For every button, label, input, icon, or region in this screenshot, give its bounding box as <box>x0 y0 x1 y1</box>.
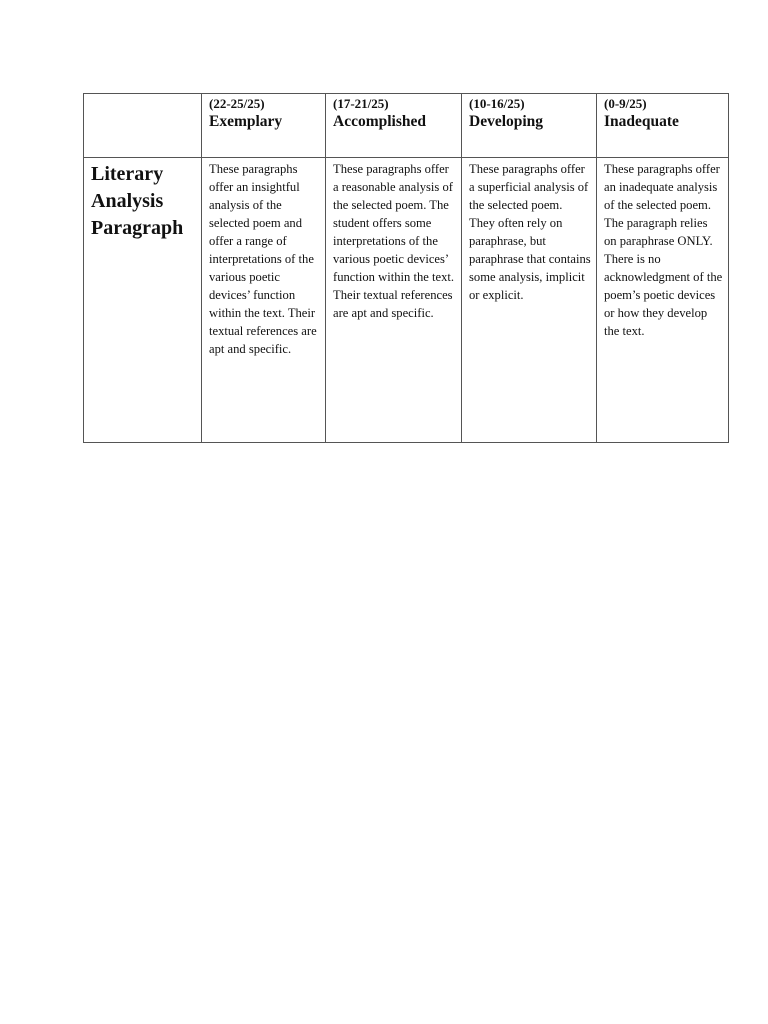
header-cell-exemplary <box>202 94 326 158</box>
level-range: (22-25/25) <box>209 96 265 111</box>
header-empty-cell <box>84 94 202 158</box>
criterion-cell <box>84 158 202 443</box>
criterion-label: Literary Analysis Paragraph <box>91 163 184 239</box>
header-cell-developing <box>462 94 597 158</box>
header-cell-accomplished <box>326 94 462 158</box>
rubric-criterion-row <box>84 158 729 443</box>
level-name: Exemplary <box>209 113 283 130</box>
level-description: These paragraphs offer an insightful analysis of the selected poem and offer a range of interpretations of the various poetic devices’ function within the text. Their textual references are apt and specific. <box>209 162 317 356</box>
rubric-header-row <box>84 94 729 158</box>
description-cell-developing <box>462 158 597 443</box>
level-name: Accomplished <box>333 113 426 130</box>
description-cell-inadequate <box>597 158 729 443</box>
description-cell-exemplary <box>202 158 326 443</box>
level-range: (17-21/25) <box>333 96 389 111</box>
header-cell-inadequate <box>597 94 729 158</box>
level-description: These paragraphs offer an inadequate analysis of the selected poem. The paragraph relies on paraphrase ONLY. There is no acknowledgment of the poem’s poetic devices or how they develop the text. <box>604 162 723 338</box>
level-name: Developing <box>469 113 544 130</box>
level-name: Inadequate <box>604 113 679 130</box>
level-description: These paragraphs offer a reasonable analysis of the selected poem. The student offers some interpretations of the various poetic devices’ function within the text. Their textual references are apt and specific. <box>333 162 455 320</box>
rubric-table <box>83 93 729 443</box>
level-range: (0-9/25) <box>604 96 647 111</box>
level-range: (10-16/25) <box>469 96 525 111</box>
level-description: These paragraphs offer a superficial analysis of the selected poem. They often rely on paraphrase, but paraphrase that contains some analysis, implicit or explicit. <box>469 162 591 302</box>
description-cell-accomplished <box>326 158 462 443</box>
